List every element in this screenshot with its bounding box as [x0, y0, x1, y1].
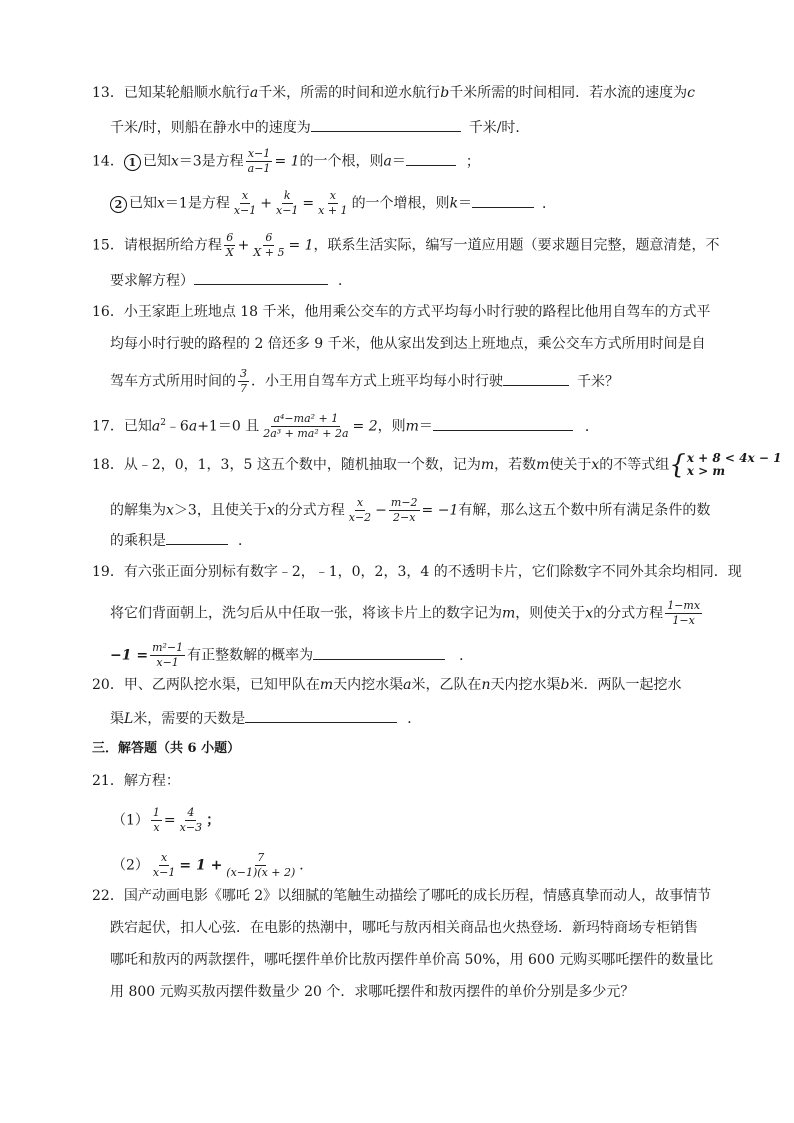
numerator: x [241, 189, 249, 202]
denominator: (x−1)(x + 2) [226, 866, 296, 879]
text: ． [407, 711, 422, 727]
math: − [375, 502, 387, 519]
circled-number: 2 [110, 196, 127, 213]
question-number: 15． [92, 237, 124, 254]
question-18-line-2 [110, 497, 710, 524]
variable: x [166, 502, 174, 519]
text: 已知 [129, 195, 157, 212]
math: = 1 [274, 153, 300, 170]
question-22-line-3 [110, 951, 713, 969]
text: 的分式方程 [593, 605, 664, 622]
fraction [224, 232, 236, 259]
denominator: x−2 [348, 511, 372, 524]
fraction [274, 190, 300, 217]
text: 用 800 元购买敖丙摆件数量少 20 个．求哪吒摆件和敖丙摆件的单价分别是多少元？ [110, 984, 635, 1000]
question-number: 18． [92, 457, 124, 473]
denominator: x−1 [233, 204, 257, 217]
text: 千米/时，则船在静水中的速度为 [110, 120, 311, 136]
question-20-line-2 [110, 708, 421, 728]
question-22-line-2 [110, 919, 698, 937]
question-22-line-4 [110, 983, 634, 1001]
text: 千米？ [577, 373, 619, 390]
text: 天内挖水渠 [333, 677, 404, 693]
variable: a [151, 418, 161, 435]
denominator: 7 [240, 382, 247, 395]
numerator: 3 [240, 367, 247, 380]
math: = 2 [352, 418, 378, 435]
text: 千米所需的时间相同．若水流的速度为 [449, 85, 688, 101]
circled-number: 1 [124, 154, 141, 171]
text: 小王家距上班地点 18 千米，他用乘公交车的方式平均每小时行驶的路程比他用自驾车的方式平 [123, 304, 711, 320]
text: 已知 [142, 153, 171, 170]
text: ＝ [458, 195, 473, 212]
text: 的乘积是 [110, 533, 166, 549]
numerator: 7 [257, 851, 265, 864]
denominator: x + 1 [318, 204, 348, 217]
question-20-line-1 [92, 676, 681, 694]
denominator: x [153, 821, 160, 834]
variable: n [481, 677, 491, 693]
variable: a [403, 677, 412, 693]
text: 驾车方式所用时间的 [110, 373, 236, 390]
fraction [232, 190, 258, 217]
denominator: X + 5 [253, 246, 285, 259]
part-label: （2） [112, 857, 149, 874]
exponent: 2 [160, 417, 166, 428]
text: 有解，那么这五个数中所有满足条件的数 [458, 502, 711, 519]
numerator: 1−mx [667, 599, 701, 612]
answer-blank[interactable] [245, 708, 397, 723]
math: + [260, 195, 272, 212]
text: ﹣6 [165, 418, 189, 435]
question-number: 17． [92, 418, 124, 435]
text: 米，需要的天数是 [133, 711, 246, 727]
question-22-line-1 [92, 887, 711, 905]
text: ＝ [391, 153, 406, 170]
variable: m [319, 677, 334, 693]
fraction [151, 852, 177, 879]
fraction [316, 190, 349, 217]
variable: m [405, 418, 419, 435]
question-19-line-2 [110, 600, 704, 627]
answer-blank[interactable] [503, 371, 569, 386]
part-label: （1） [112, 812, 149, 829]
question-19-line-3 [110, 642, 473, 669]
section-heading: 三．解答题（共 6 小题） [92, 741, 241, 756]
answer-blank[interactable] [406, 151, 456, 166]
text: 的一个增根，则 [351, 195, 450, 212]
denominator: x−3 [179, 821, 203, 834]
text: ； [206, 812, 221, 829]
question-16-line-3 [110, 368, 619, 395]
text: +1＝0 且 [197, 418, 260, 435]
question-number: 14． [92, 153, 124, 170]
question-number: 22． [92, 888, 124, 904]
variable: x [170, 153, 179, 170]
numerator: 4 [187, 806, 195, 819]
numerator: m²−1 [152, 641, 184, 654]
question-15-line-2 [110, 270, 352, 290]
text: ，则 [377, 418, 406, 435]
variable: b [560, 677, 570, 693]
question-number: 20． [92, 677, 124, 693]
text: ． [459, 647, 474, 664]
math: = 1 + [179, 857, 223, 874]
text: 的不等式组 [599, 457, 670, 473]
answer-blank[interactable] [313, 645, 445, 660]
text: ＝3是方程 [178, 153, 244, 170]
question-14-part-2 [110, 190, 556, 217]
question-15-line-1 [92, 232, 720, 259]
variable: x [266, 502, 275, 519]
fraction [151, 807, 162, 834]
question-number: 19． [92, 564, 124, 580]
numerator: x [161, 851, 168, 864]
variable: x [157, 195, 165, 212]
text: ； [465, 153, 480, 170]
fraction [251, 232, 286, 259]
text: ． [584, 418, 599, 435]
numerator: a⁴−ma² + 1 [273, 412, 339, 425]
question-13-line-1 [92, 84, 695, 102]
math: = [163, 812, 176, 829]
numerator: k [283, 189, 291, 202]
text: 渠 [110, 711, 124, 727]
answer-blank[interactable] [472, 193, 534, 208]
denominator: a−1 [247, 162, 271, 175]
variable: m [480, 457, 495, 473]
text: 跌宕起伏，扣人心弦．在电影的热潮中，哪吒与敖丙相关商品也火热登场．新玛特商场专柜销售 [110, 920, 698, 936]
variable: b [440, 85, 450, 101]
question-14-part-1 [92, 148, 480, 175]
question-number: 16． [92, 304, 124, 320]
question-21-part-2 [112, 852, 313, 879]
question-number: 13． [92, 85, 124, 101]
text: ．小王用自驾车方式上班平均每小时行驶 [251, 373, 503, 390]
numerator: x−1 [247, 147, 271, 160]
text: 将它们背面朝上，洗匀后从中任取一张，将该卡片上的数字记为 [110, 605, 502, 622]
text: ，联系生活实际，编写一道应用题（要求题目完整，题意清楚，不 [313, 237, 720, 254]
inequality-row: x + 8 < 4x − 1 [686, 451, 782, 465]
denominator: x−1 [152, 866, 176, 879]
brace-icon: { [669, 450, 686, 480]
inequality-system [669, 452, 781, 478]
text: 解方程： [123, 773, 180, 789]
question-18-line-3 [110, 530, 252, 550]
text: ． [238, 533, 252, 549]
text: 甲、乙两队挖水渠，已知甲队在 [123, 677, 320, 693]
text: 有六张正面分别标有数字﹣2，﹣1，0，2，3，4 的不透明卡片，它们除数字不同外其余均相同．现 [123, 564, 742, 580]
question-17 [92, 413, 599, 440]
text: 使关于 [549, 457, 592, 473]
text: ＞3，且使关于 [173, 502, 267, 519]
variable: L [124, 711, 134, 727]
numerator: x [356, 496, 364, 509]
numerator: x [329, 189, 336, 202]
question-19-line-1 [92, 563, 742, 581]
variable: x [591, 457, 600, 473]
variable: a [383, 153, 392, 170]
inequality-row: x > m [686, 464, 726, 478]
fraction [347, 497, 373, 524]
denominator: 2−x [393, 511, 416, 524]
text: 米．两队一起挖水 [569, 677, 682, 693]
text: ，若数 [494, 457, 537, 473]
question-21-title [92, 772, 180, 790]
variable: k [449, 195, 459, 212]
text: 从﹣2，0，1，3，5 这五个数中，随机抽取一个数，记为 [123, 457, 481, 473]
text: 的一个根，则 [299, 153, 384, 170]
math: = [302, 195, 315, 212]
answer-blank[interactable] [311, 117, 461, 132]
fraction [178, 807, 204, 834]
question-16-line-1 [92, 303, 711, 321]
text: 千米，所需的时间和逆水航行 [258, 85, 441, 101]
numerator: 6 [265, 231, 273, 244]
variable: m [536, 457, 550, 473]
denominator: x−1 [156, 656, 179, 669]
text: ． [338, 273, 352, 289]
question-18-line-1 [92, 452, 781, 478]
question-21-part-1 [112, 807, 220, 834]
fraction [389, 497, 420, 524]
variable: c [687, 85, 695, 101]
text: ，则使关于 [515, 605, 586, 622]
text: ＝1是方程 [164, 195, 230, 212]
denominator: 2a³ + ma² + 2a [263, 427, 349, 440]
variable: x [585, 605, 594, 622]
text: ． [299, 857, 314, 874]
text: 千米/时． [468, 120, 530, 136]
text: ． [542, 195, 557, 212]
denominator: 1−x [672, 614, 695, 627]
math: + [237, 237, 250, 254]
fraction [150, 642, 185, 669]
text: 有正整数解的概率为 [187, 647, 314, 664]
question-16-line-2 [110, 335, 706, 353]
text: 国产动画电影《哪吒 2》以细腻的笔触生动描绘了哪吒的成长历程，情感真挚而动人，故事情节 [123, 888, 712, 904]
text: 均每小时行驶的路程的 2 倍还多 9 千米，他从家出发到达上班地点，乘公交车方式所用时间是自 [110, 336, 706, 352]
numerator: m−2 [390, 496, 418, 509]
text: 米，乙队在 [411, 677, 482, 693]
denominator: X [225, 246, 234, 259]
text: ＝ [418, 418, 433, 435]
math: −1 = [110, 647, 149, 664]
numerator: 6 [226, 231, 234, 244]
text: 要求解方程） [110, 273, 194, 289]
numerator: 1 [152, 806, 160, 819]
denominator: x−1 [275, 204, 299, 217]
variable: a [188, 418, 198, 435]
text: 已知 [123, 418, 152, 435]
answer-blank[interactable] [194, 270, 328, 285]
fraction [238, 368, 249, 395]
fraction [246, 148, 273, 175]
text: 天内挖水渠 [490, 677, 561, 693]
text: 请根据所给方程 [123, 237, 222, 254]
text: 的解集为 [110, 502, 166, 519]
math: = −1 [421, 502, 459, 519]
text: 已知某轮船顺水航行 [123, 85, 250, 101]
variable: m [502, 605, 516, 622]
fraction [224, 852, 297, 879]
text: 哪吒和敖丙的两款摆件，哪吒摆件单价比敖丙摆件单价高 50%，用 600 元购买哪吒摆件的数量比 [110, 952, 714, 968]
answer-blank[interactable] [433, 416, 573, 431]
math: = 1 [288, 237, 314, 254]
question-number: 21． [92, 773, 124, 789]
variable: a [249, 85, 259, 101]
question-13-line-2 [110, 117, 529, 137]
fraction [261, 413, 350, 440]
answer-blank[interactable] [166, 530, 228, 545]
fraction [665, 600, 702, 627]
text: 的分式方程 [274, 502, 345, 519]
